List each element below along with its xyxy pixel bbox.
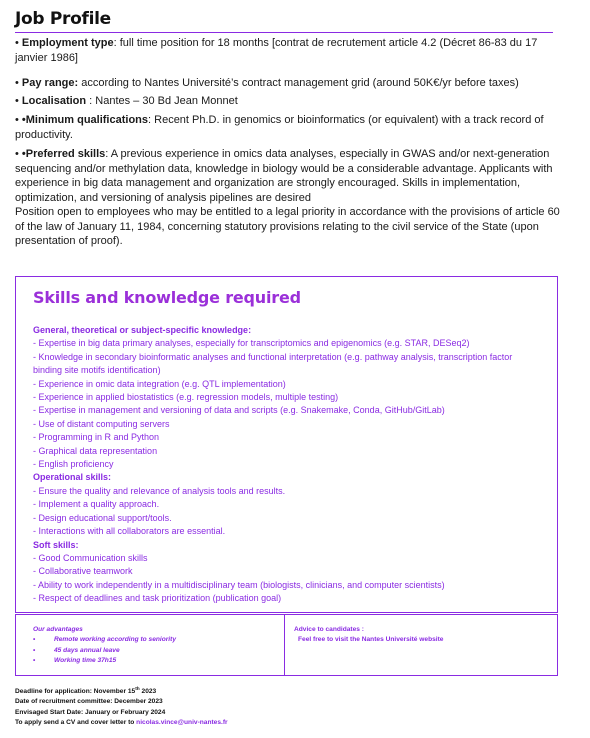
- skill-item: - Expertise in management and versioning of data and scripts (e.g. Snakemake, Conda, GitHub/GitLab): [33, 405, 445, 416]
- operational-skills-heading: Operational skills:: [33, 472, 112, 483]
- skills-list: [33, 324, 543, 606]
- deadline-text: Deadline for application: November 15: [15, 688, 136, 695]
- application-footer: [15, 687, 565, 728]
- skill-item: - Good Communication skills: [33, 552, 148, 563]
- localisation-label: Localisation: [21, 94, 87, 107]
- preferred-skills-label: •Preferred skills: [21, 148, 106, 160]
- skill-item: - Use of distant computing servers: [33, 418, 170, 429]
- pay-range-label: Pay range:: [21, 77, 79, 89]
- advantages-title: Our advantages: [33, 626, 83, 633]
- skill-item: - English proficiency: [33, 459, 114, 470]
- start-date: Envisaged Start Date: January or February 2024: [15, 708, 166, 716]
- apply-text: To apply send a CV and cover letter to: [15, 718, 137, 726]
- skill-item: - Experience in omic data integration (e.g. QTL implementation): [33, 378, 286, 389]
- skill-item: - Graphical data representation: [33, 445, 158, 456]
- deadline-year: 2023: [139, 688, 157, 695]
- employment-type-line: [15, 36, 560, 65]
- minimum-qualifications-line: [15, 113, 560, 142]
- box-divider: [284, 615, 285, 675]
- minimum-qualifications-text: : Recent Ph.D. in genomics or bioinformatics (or equivalent) with a track record of productivity.: [15, 114, 544, 141]
- pay-range-line: [15, 76, 560, 91]
- localisation-line: [15, 94, 560, 109]
- candidates-column: [294, 625, 544, 646]
- skill-item: - Ability to work independently in a multidisciplinary team (biologists, clinicians, and computer scientists): [33, 579, 445, 590]
- pay-range-text: according to Nantes Université’s contract management grid (around 50K€/yr before taxes): [78, 77, 519, 89]
- skill-item: - Respect of deadlines and task prioritization (publication goal): [33, 593, 282, 604]
- skill-item: - Ensure the quality and relevance of analysis tools and results.: [33, 485, 286, 496]
- contact-email-link[interactable]: nicolas.vince@univ-nantes.fr: [136, 718, 228, 726]
- skill-item: - Implement a quality approach.: [33, 499, 160, 510]
- legal-priority-note: Position open to employees who may be entitled to a legal priority in accordance with the provisions of article 60 of the law of January 11, 1984, concerning statutory provisions relating to the civil service of the State (upon presentation of proof).: [15, 206, 560, 247]
- employment-type-text: : full time position for 18 months [contrat de recrutement article 4.2 (Décret 86-83 du 17 janvier 1986]: [15, 37, 538, 64]
- candidates-title: Advice to candidates :: [294, 626, 364, 633]
- skill-item: - Expertise in big data primary analyses, especially for transcriptomics and epigenomics (e.g. STAR, DESeq2): [33, 338, 470, 349]
- advantage-item: • Remote working according to seniority: [33, 635, 278, 645]
- skill-item: - Collaborative teamwork: [33, 566, 133, 577]
- skill-item: - Experience in applied biostatistics (e.g. regression models, multiple testing): [33, 392, 339, 403]
- committee-date: Date of recruitment committee: December 2023: [15, 698, 163, 706]
- skill-item: - Interactions with all collaborators are essential.: [33, 526, 226, 537]
- preferred-skills-text: : A previous experience in omics data analyses, especially in GWAS and/or next-generation sequencing and/or methylation data, knowledge in biology would be a considerable advantage. Applicants with experience in big data management and organization are strongly encouraged. Skills in implementation, optimization, and versioning of analysis pipelines are desired: [15, 148, 553, 204]
- advantages-box: [15, 614, 558, 676]
- advantage-item: • Working time 37h15: [33, 656, 278, 666]
- page-title: Job Profile: [15, 9, 111, 29]
- job-profile-section: [15, 36, 560, 249]
- candidates-advice: Feel free to visit the Nantes Université website: [298, 636, 444, 644]
- skills-box: [15, 276, 558, 613]
- skill-item: - Knowledge in secondary bioinformatic analyses and functional interpretation (e.g. pathway analysis, transcription factor binding site motifs identification): [33, 351, 513, 376]
- apply-line: [15, 718, 565, 728]
- localisation-text: : Nantes – 30 Bd Jean Monnet: [86, 94, 238, 107]
- deadline-suffix: th: [135, 686, 140, 692]
- deadline-line: [15, 687, 565, 697]
- advantage-item: • 45 days annual leave: [33, 646, 278, 656]
- minimum-qualifications-label: •Minimum qualifications: [21, 114, 149, 126]
- title-divider: [15, 32, 553, 33]
- skill-item: - Programming in R and Python: [33, 432, 160, 443]
- skill-item: - Design educational support/tools.: [33, 512, 172, 523]
- soft-skills-heading: Soft skills:: [33, 539, 79, 550]
- general-knowledge-heading: General, theoretical or subject-specific knowledge:: [33, 325, 252, 335]
- advantages-column: [33, 625, 278, 667]
- employment-type-label: Employment type: [21, 37, 114, 49]
- advantages-list: [33, 635, 278, 666]
- preferred-skills-line: [15, 147, 560, 205]
- skills-title: Skills and knowledge required: [33, 288, 301, 307]
